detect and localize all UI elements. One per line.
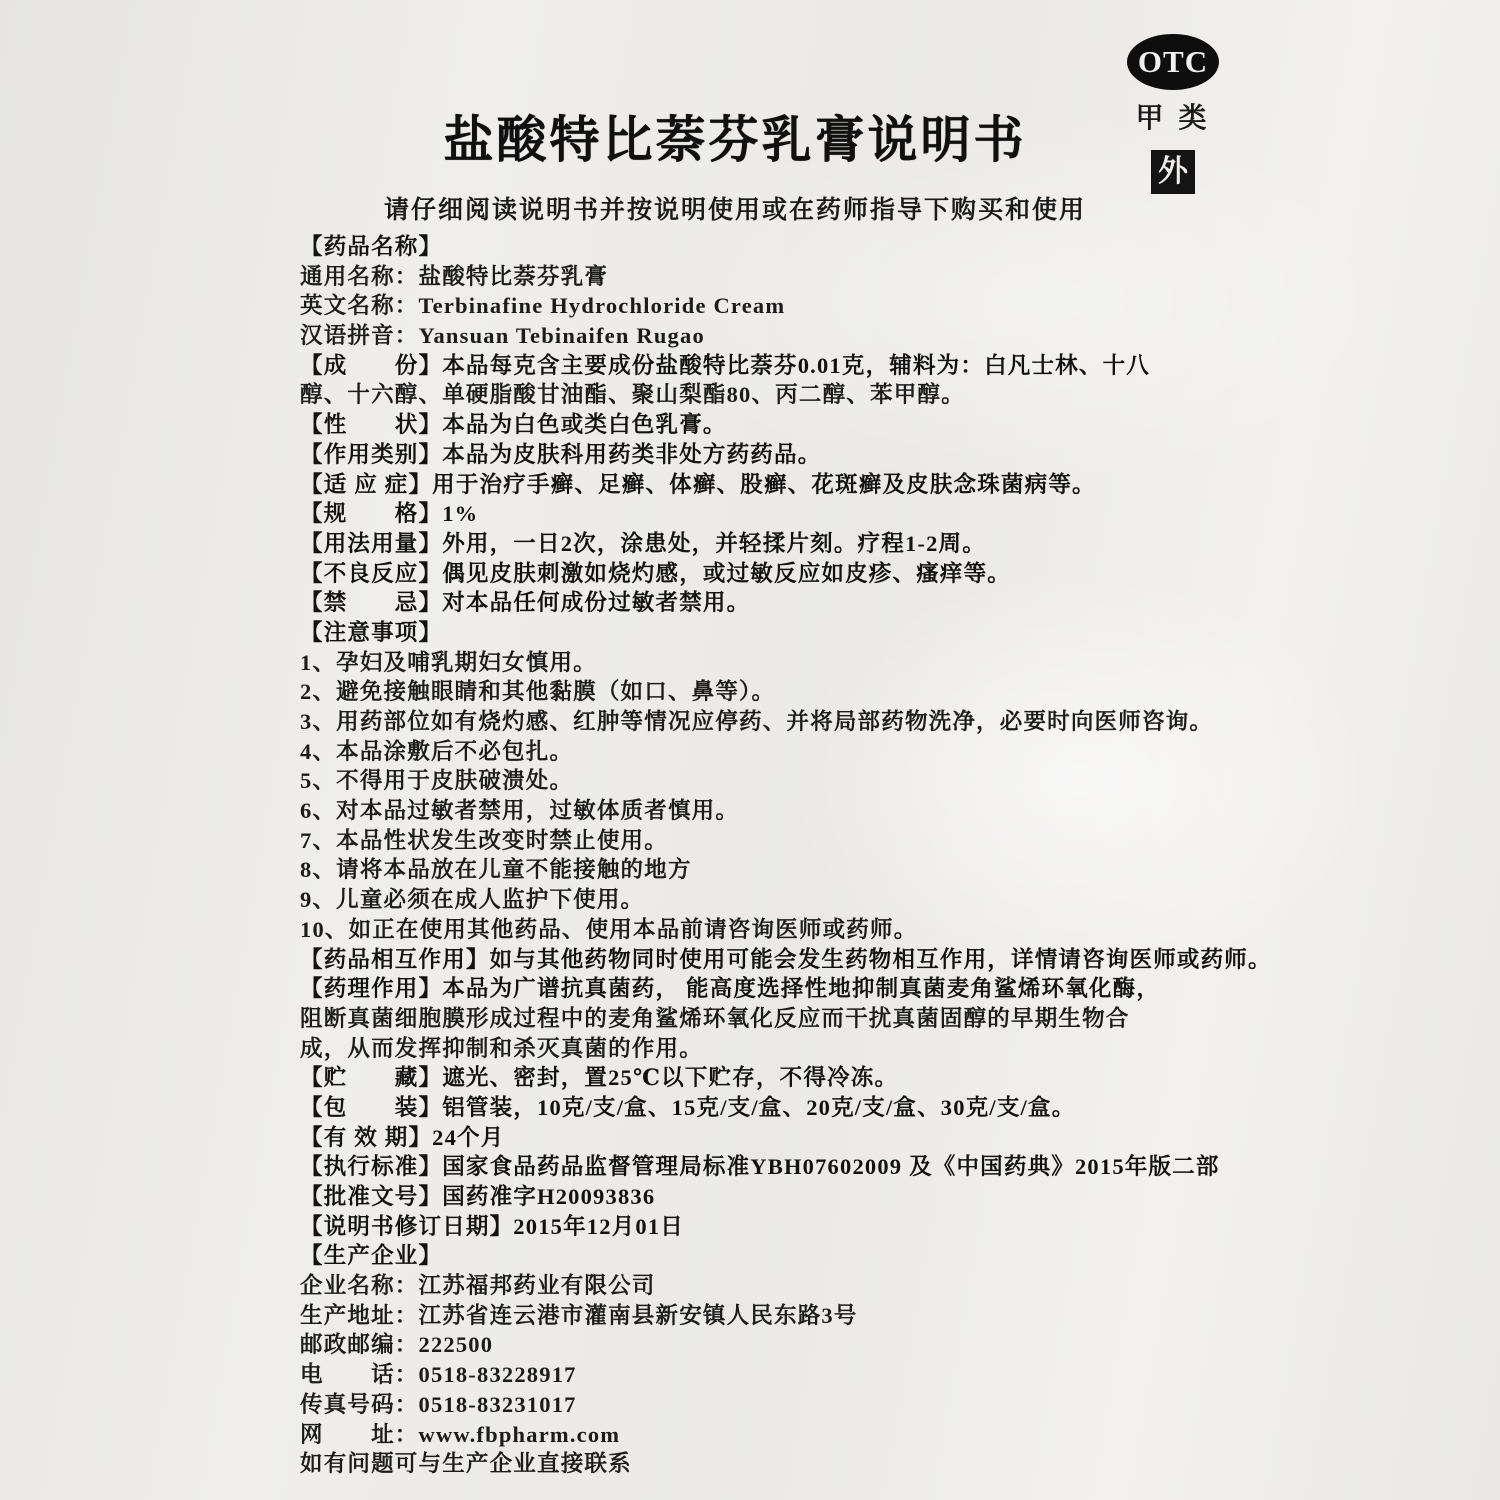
external-use-mark: 外: [1151, 150, 1195, 194]
insert-line: 【用法用量】外用，一日2次，涂患处，并轻揉片刻。疗程1-2周。: [300, 530, 986, 556]
insert-line: 【生产企业】: [300, 1243, 443, 1269]
insert-line: 【包 装】铝管装，10克/支/盒、15克/支/盒、20克/支/盒、30克/支/盒。: [300, 1094, 1076, 1120]
insert-line: 1、孕妇及哺乳期妇女慎用。: [300, 649, 597, 675]
insert-line: 【药理作用】本品为广谱抗真菌药， 能高度选择性地抑制真菌麦角鲨烯环氧化酶，: [300, 976, 1161, 1002]
insert-line: 【性 状】本品为白色或类白色乳膏。: [300, 412, 727, 438]
otc-badge: OTC: [1127, 34, 1219, 90]
insert-line: 10、如正在使用其他药品、使用本品前请咨询医师或药师。: [300, 916, 918, 942]
insert-line: 2、避免接触眼睛和其他黏膜（如口、鼻等）。: [300, 679, 776, 705]
insert-line: 阻断真菌细胞膜形成过程中的麦角鲨烯环氧化反应而干扰真菌固醇的早期生物合: [300, 1005, 1130, 1031]
header: [230, 100, 1240, 226]
insert-line: 【药品相互作用】如与其他药物同时使用可能会发生药物相互作用，详情请咨询医师或药师。: [300, 946, 1272, 972]
insert-line: 8、请将本品放在儿童不能接触的地方: [300, 857, 692, 883]
insert-line: 3、用药部位如有烧灼感、红肿等情况应停药、并将局部药物洗净，必要时向医师咨询。: [300, 709, 1214, 734]
insert-line: 【药品名称】: [300, 234, 443, 259]
insert-line: 【贮 藏】遮光、密封，置25℃以下贮存，不得冷冻。: [300, 1065, 899, 1091]
insert-line: 生产地址：江苏省连云港市灌南县新安镇人民东路3号: [300, 1302, 858, 1328]
subtitle: 请仔细阅读说明书并按说明使用或在药师指导下购买和使用: [383, 197, 1086, 224]
insert-line: 醇、十六醇、单硬脂酸甘油酯、聚山梨酯80、丙二醇、苯甲醇。: [300, 382, 965, 408]
insert-line: 4、本品涂敷后不必包扎。: [300, 738, 574, 764]
insert-line: 【规 格】1%: [300, 501, 479, 527]
insert-line: 传真号码：0518-83231017: [300, 1391, 577, 1417]
insert-line: 成，从而发挥抑制和杀灭真菌的作用。: [300, 1035, 703, 1061]
insert-line: 通用名称：盐酸特比萘芬乳膏: [300, 263, 609, 289]
otc-category-label: 甲 类: [1135, 103, 1211, 134]
insert-line: 英文名称：Terbinafine Hydrochloride Cream: [300, 293, 786, 319]
insert-line: 【有 效 期】24个月: [300, 1124, 505, 1150]
insert-line: 【作用类别】本品为皮肤科用药类非处方药药品。: [300, 441, 822, 467]
page-title: 盐酸特比萘芬乳膏说明书: [443, 112, 1027, 168]
insert-line: 【不良反应】偶见皮肤刺激如烧灼感，或过敏反应如皮疹、瘙痒等。: [300, 560, 1012, 586]
insert-line: 5、不得用于皮肤破溃处。: [300, 768, 574, 794]
insert-line: 邮政邮编：222500: [300, 1332, 494, 1358]
insert-line: 【适 应 症】用于治疗手癣、足癣、体癣、股癣、花斑癣及皮肤念珠菌病等。: [300, 471, 1096, 497]
insert-line: 6、对本品过敏者禁用，过敏体质者慎用。: [300, 798, 740, 824]
insert-line: 如有问题可与生产企业直接联系: [300, 1451, 632, 1477]
insert-line: 【禁 忌】对本品任何成份过敏者禁用。: [300, 590, 751, 616]
insert-line: 【说明书修订日期】2015年12月01日: [300, 1213, 685, 1239]
insert-line: 网 址：www.fbpharm.com: [300, 1421, 621, 1447]
insert-line: 7、本品性状发生改变时禁止使用。: [300, 827, 668, 853]
insert-line: 【执行标准】国家食品药品监督管理局标准YBH07602009 及《中国药典》2015年版二部: [300, 1154, 1220, 1180]
insert-line: 【批准文号】国药准字H20093836: [300, 1184, 656, 1209]
insert-line: 电 话：0518-83228917: [300, 1362, 577, 1388]
insert-line: 【成 份】本品每克含主要成份盐酸特比萘芬0.01克，辅料为：白凡士林、十八: [300, 352, 1150, 378]
insert-line: 【注意事项】: [300, 619, 443, 645]
insert-line: 9、儿童必须在成人监护下使用。: [300, 887, 645, 913]
insert-line: 汉语拼音：Yansuan Tebinaifen Rugao: [300, 323, 705, 349]
insert-body: [300, 232, 1290, 1479]
insert-line: 企业名称：江苏福邦药业有限公司: [300, 1273, 656, 1299]
